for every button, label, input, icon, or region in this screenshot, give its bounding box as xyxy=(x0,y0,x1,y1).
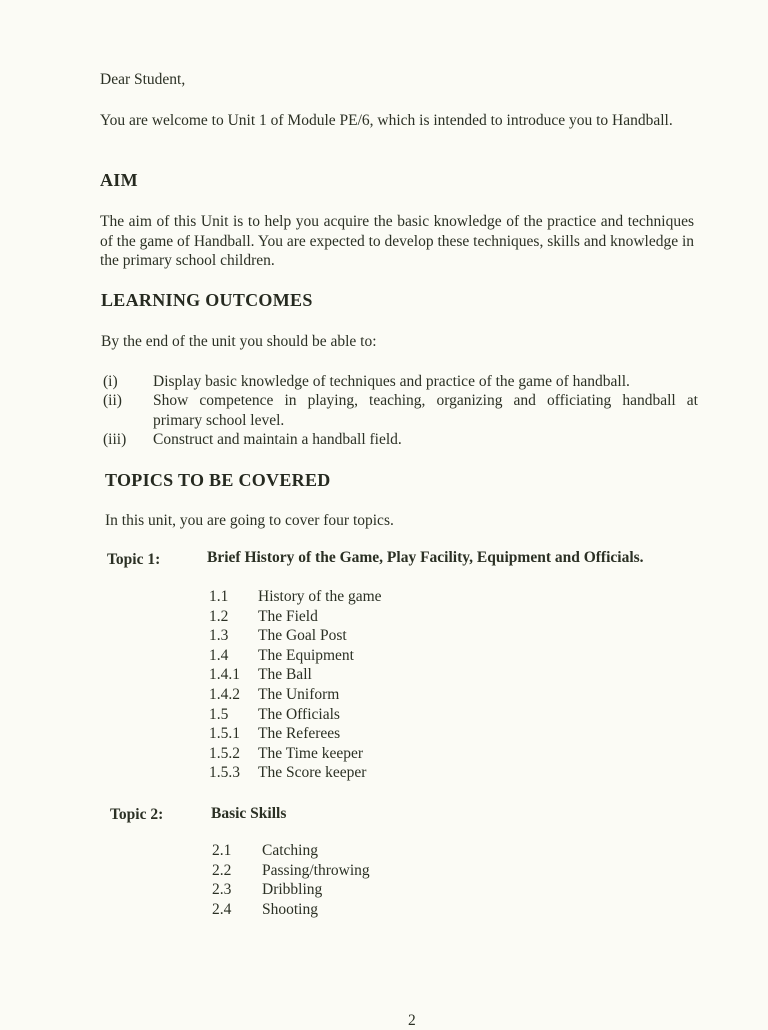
subtopic-text: The Field xyxy=(258,607,318,625)
subtopic-number: 1.5.3 xyxy=(209,764,240,782)
subtopic-number: 2.2 xyxy=(212,861,232,879)
page-number: 2 xyxy=(408,1012,416,1029)
subtopic-text: Passing/throwing xyxy=(262,861,370,879)
subtopic-number: 1.4 xyxy=(209,646,229,664)
topic-1-subtopics xyxy=(209,588,469,788)
outcome-number: (ii) xyxy=(103,392,122,409)
subtopic-text: Shooting xyxy=(262,900,318,918)
subtopic-text: Catching xyxy=(262,842,318,859)
topic-1-title: Brief History of the Game, Play Facility, Equipment and Officials. xyxy=(207,549,644,566)
aim-heading: AIM xyxy=(100,170,138,190)
outcome-text-continued: primary school level. xyxy=(153,412,285,429)
outcomes-lead: By the end of the unit you should be able to: xyxy=(101,333,377,350)
subtopic-text: The Referees xyxy=(258,725,341,743)
outcome-text: Show competence in playing, teaching, organizing and officiating handball at xyxy=(153,392,698,409)
subtopic-number: 1.2 xyxy=(209,607,229,625)
subtopic-number: 2.3 xyxy=(212,881,232,898)
subtopic-text: The Uniform xyxy=(258,686,340,703)
subtopic-number: 2.1 xyxy=(212,842,232,859)
aim-paragraph: The aim of this Unit is to help you acquire the basic knowledge of the practice and techniques of the game of Handball. You are expected to develop these techniques, skills and knowledge in the primary school children. xyxy=(100,213,695,269)
outcome-text: Display basic knowledge of techniques and practice of the game of handball. xyxy=(153,373,630,390)
subtopic-number: 1.5.2 xyxy=(209,744,240,762)
subtopic-text: History of the game xyxy=(258,588,382,605)
subtopic-number: 2.4 xyxy=(212,900,232,918)
topic-2-subtopics xyxy=(212,842,452,932)
greeting: Dear Student, xyxy=(100,71,186,88)
subtopic-text: The Time keeper xyxy=(258,744,364,762)
subtopic-number: 1.4.1 xyxy=(209,666,240,684)
outcome-text: Construct and maintain a handball field. xyxy=(153,431,402,448)
subtopic-text: The Equipment xyxy=(258,646,354,664)
topic-1-label: Topic 1: xyxy=(107,551,161,568)
outcome-number: (iii) xyxy=(103,431,127,448)
intro-paragraph: You are welcome to Unit 1 of Module PE/6, which is intended to introduce you to Handball. xyxy=(100,112,673,129)
learning-outcomes-heading: LEARNING OUTCOMES xyxy=(101,290,313,310)
subtopic-number: 1.5 xyxy=(209,705,229,723)
subtopic-text: The Score keeper xyxy=(258,764,367,782)
subtopic-text: The Officials xyxy=(258,705,340,723)
subtopic-text: The Goal Post xyxy=(258,627,347,645)
subtopic-number: 1.5.1 xyxy=(209,725,240,743)
subtopic-number: 1.4.2 xyxy=(209,686,240,703)
subtopic-number: 1.1 xyxy=(209,588,229,605)
subtopic-text: Dribbling xyxy=(262,881,323,898)
topics-heading: TOPICS TO BE COVERED xyxy=(105,470,331,490)
subtopic-text: The Ball xyxy=(258,666,312,684)
topic-2-title: Basic Skills xyxy=(211,805,287,822)
outcome-number: (i) xyxy=(103,373,118,390)
topic-2-label: Topic 2: xyxy=(110,806,164,823)
topics-lead: In this unit, you are going to cover four topics. xyxy=(105,512,394,529)
subtopic-number: 1.3 xyxy=(209,627,229,645)
